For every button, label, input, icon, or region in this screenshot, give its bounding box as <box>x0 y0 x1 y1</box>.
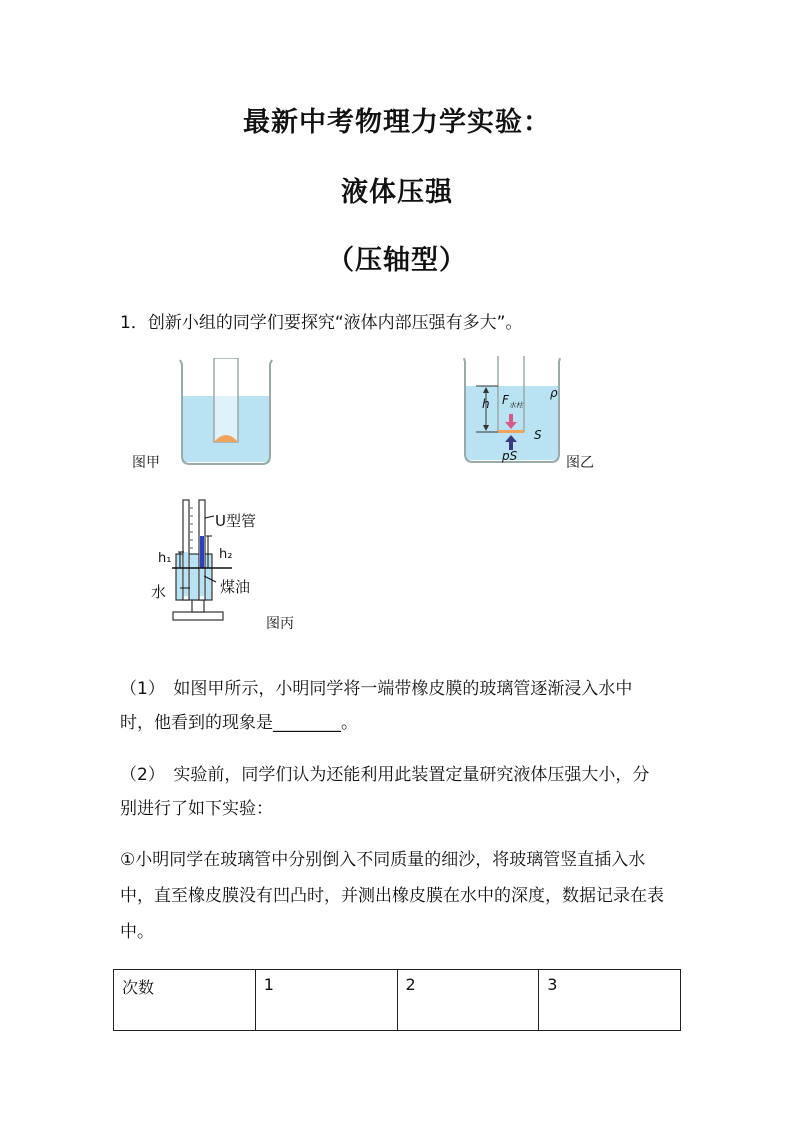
table-cell-header: 次数 <box>114 970 256 1031</box>
yi-rho-symbol: ρ <box>550 386 558 400</box>
page-subtitle: 液体压强 <box>341 177 453 208</box>
f-arrow-down <box>509 414 513 422</box>
u-tube-label: U型管 <box>215 512 256 530</box>
question-part-2: （2） 实验前，同学们认为还能利用此装置定量研究液体压强大小，分别进行了如下实验： <box>120 765 650 819</box>
table-cell: 1 <box>255 970 397 1031</box>
yi-s-symbol: S <box>534 428 542 442</box>
figure-jia-beaker <box>176 358 276 468</box>
table-cell: 3 <box>539 970 681 1031</box>
question-part-1: （1） 如图甲所示，小明同学将一端带橡皮膜的玻璃管逐渐浸入水中时，他看到的现象是________。 <box>120 679 633 733</box>
experiment-step-1: ①小明同学在玻璃管中分别倒入不同质量的细沙，将玻璃管竖直插入水中，直至橡皮膜没有凹凸时，并测出橡皮膜在水中的深度，数据记录在表中。 <box>120 850 664 942</box>
yi-h-symbol: h <box>482 397 490 411</box>
kerosene-column <box>200 536 204 568</box>
yi-f-symbol <box>502 393 523 410</box>
kerosene-label: 煤油 <box>220 578 251 596</box>
bing-base <box>173 612 223 620</box>
yi-f-subscript: 水柱 <box>508 401 523 410</box>
h1-label: h₁ <box>158 551 172 566</box>
table-cell: 2 <box>397 970 539 1031</box>
table-row <box>114 970 681 1031</box>
yi-ps-symbol: pS <box>502 449 518 463</box>
water-label: 水 <box>151 583 167 601</box>
glass-tube <box>214 358 238 442</box>
page-subtitle-type: （压轴型） <box>327 245 467 276</box>
figure-yi-label: 图乙 <box>566 455 594 471</box>
figure-bing-label: 图丙 <box>266 616 294 632</box>
yi-membrane <box>498 430 524 433</box>
data-table <box>113 969 681 1031</box>
figure-jia-label: 图甲 <box>132 455 160 471</box>
page-title: 最新中考物理力学实验： <box>243 107 551 138</box>
h2-label: h₂ <box>219 547 233 562</box>
question-intro: 1．创新小组的同学们要探究“液体内部压强有多大”。 <box>120 313 523 333</box>
yi-f-letter: F <box>502 393 509 407</box>
